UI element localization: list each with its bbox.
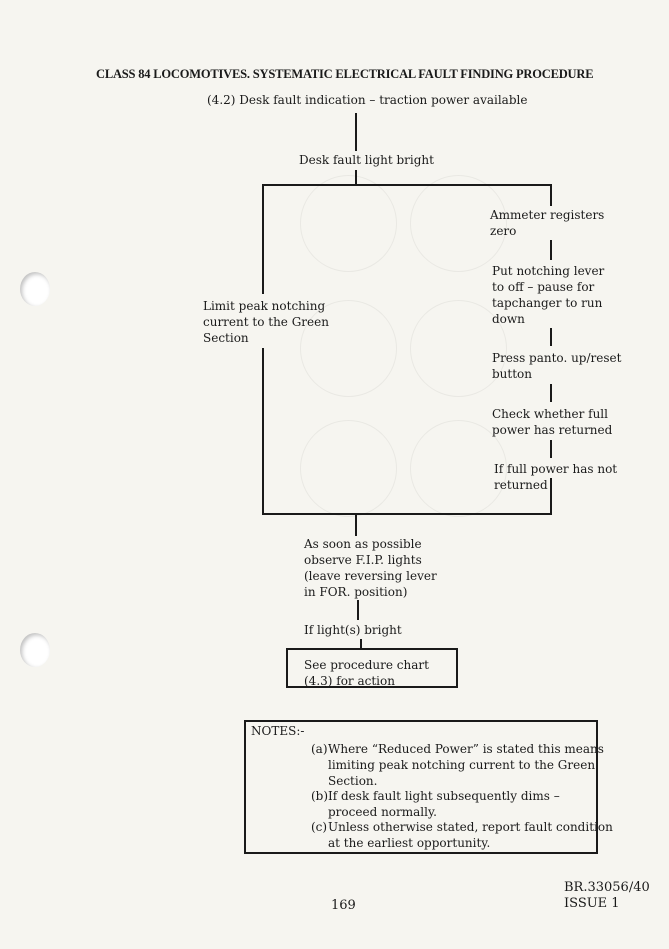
page-number: 169	[331, 898, 356, 913]
panto-reset-line-2: button	[492, 367, 533, 381]
notching-lever-line-1: Put notching lever	[492, 264, 605, 278]
desk-fault-bright-label: Desk fault light bright	[299, 153, 434, 167]
observe-line-4: in FOR. position)	[304, 585, 408, 599]
see-chart-line-2: (4.3) for action	[304, 674, 395, 688]
connector-line	[550, 440, 552, 458]
connector-line	[355, 170, 357, 185]
loop-left-line-lower	[262, 348, 264, 515]
doc-reference: BR.33056/40	[564, 880, 650, 895]
notching-lever-line-2: to off – pause for	[492, 280, 595, 294]
power-not-returned-line-1: If full power has not	[494, 462, 618, 476]
issue-label: ISSUE 1	[564, 896, 620, 911]
note-text-line: Unless otherwise stated, report fault condition	[328, 820, 613, 834]
lights-bright-label: If light(s) bright	[304, 623, 402, 637]
check-power-line-2: power has returned	[492, 423, 613, 437]
note-label: (c)	[311, 820, 328, 834]
power-not-returned-line-2: returned	[494, 478, 548, 492]
loop-bottom-line	[262, 513, 552, 515]
note-text-line: limiting peak notching current to the Green	[328, 758, 596, 772]
ammeter-line-1: Ammeter registers	[490, 208, 605, 222]
limit-notching-line-2: current to the Green	[203, 315, 329, 329]
connector-line	[355, 113, 357, 151]
panto-reset-line-1: Press panto. up/reset	[492, 351, 622, 365]
procedure-subtitle: (4.2) Desk fault indication – traction power available	[207, 93, 528, 107]
note-label: (a)	[311, 742, 328, 756]
observe-line-3: (leave reversing lever	[304, 569, 437, 583]
notching-lever-line-3: tapchanger to run	[492, 296, 603, 310]
show-through-circle	[300, 175, 397, 272]
limit-notching-line-3: Section	[203, 331, 249, 345]
loop-top-line	[262, 184, 552, 186]
note-text-line: If desk fault light subsequently dims –	[328, 789, 560, 803]
notes-heading: NOTES:-	[251, 724, 305, 738]
ammeter-line-2: zero	[490, 224, 517, 238]
page-title: CLASS 84 LOCOMOTIVES. SYSTEMATIC ELECTRICAL FAULT FINDING PROCEDURE	[96, 67, 594, 81]
note-text-line: proceed normally.	[328, 805, 437, 819]
observe-line-2: observe F.I.P. lights	[304, 553, 422, 567]
connector-line	[357, 600, 359, 620]
see-chart-line-1: See procedure chart	[304, 658, 429, 672]
connector-line	[355, 514, 357, 536]
note-text-line: Section.	[328, 774, 378, 788]
notching-lever-line-4: down	[492, 312, 525, 326]
observe-line-1: As soon as possible	[304, 537, 422, 551]
loop-right-line-bottom	[550, 478, 552, 515]
connector-line	[550, 384, 552, 402]
loop-left-line-upper	[262, 184, 264, 294]
limit-notching-line-1: Limit peak notching	[203, 299, 326, 313]
connector-line	[550, 240, 552, 260]
check-power-line-1: Check whether full	[492, 407, 608, 421]
punch-hole-icon	[20, 272, 50, 306]
note-text-line: Where “Reduced Power” is stated this means	[328, 742, 604, 756]
loop-right-line-top	[550, 184, 552, 206]
punch-hole-icon	[20, 633, 50, 667]
note-label: (b)	[311, 789, 329, 803]
connector-line	[550, 328, 552, 346]
show-through-circle	[300, 420, 397, 517]
note-text-line: at the earliest opportunity.	[328, 836, 491, 850]
